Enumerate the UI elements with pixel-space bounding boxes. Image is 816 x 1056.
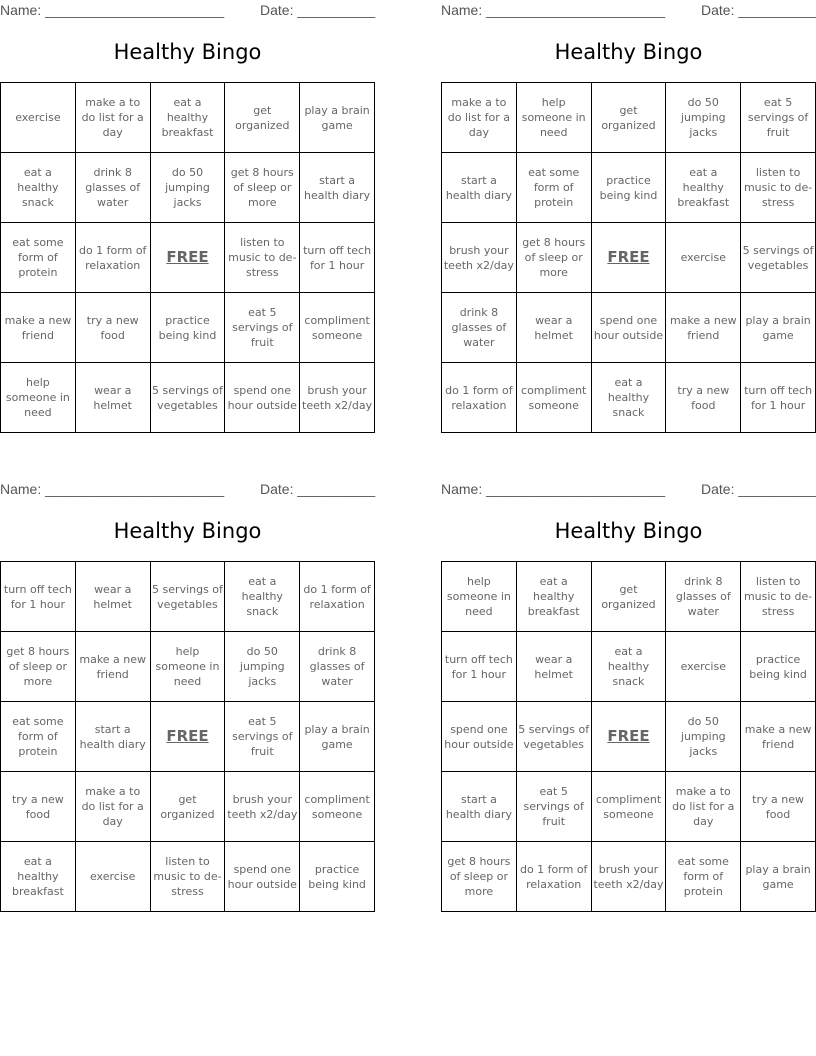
bingo-cell: eat a healthy breakfast xyxy=(666,153,741,223)
bingo-cell: eat a healthy snack xyxy=(592,632,667,702)
bingo-cell: wear a helmet xyxy=(517,293,592,363)
bingo-cell: make a to do list for a day xyxy=(442,83,517,153)
bingo-cell: eat some form of protein xyxy=(1,223,76,293)
bingo-cell: try a new food xyxy=(741,772,816,842)
card-header xyxy=(441,481,816,499)
bingo-cell: practice being kind xyxy=(151,293,226,363)
bingo-cell: brush your teeth x2/day xyxy=(300,363,375,433)
bingo-cell: help someone in need xyxy=(1,363,76,433)
bingo-cell: compliment someone xyxy=(592,772,667,842)
bingo-cell: help someone in need xyxy=(442,562,517,632)
bingo-cell: eat some form of protein xyxy=(1,702,76,772)
bingo-cell: do 1 form of relaxation xyxy=(300,562,375,632)
bingo-cell: brush your teeth x2/day xyxy=(225,772,300,842)
bingo-cell: make a new friend xyxy=(741,702,816,772)
bingo-cell: 5 servings of vegetables xyxy=(741,223,816,293)
bingo-cell: play a brain game xyxy=(300,83,375,153)
bingo-cell: listen to music to de-stress xyxy=(741,153,816,223)
bingo-cell: make a to do list for a day xyxy=(666,772,741,842)
free-space: FREE xyxy=(151,223,226,293)
bingo-cell: wear a helmet xyxy=(76,562,151,632)
bingo-cell: eat some form of protein xyxy=(517,153,592,223)
bingo-cell: turn off tech for 1 hour xyxy=(741,363,816,433)
bingo-cell: 5 servings of vegetables xyxy=(151,363,226,433)
bingo-cell: make a new friend xyxy=(76,632,151,702)
bingo-cell: eat 5 servings of fruit xyxy=(517,772,592,842)
bingo-cell: get 8 hours of sleep or more xyxy=(225,153,300,223)
name-field: Name: _______________________ xyxy=(0,481,225,497)
bingo-cell: practice being kind xyxy=(741,632,816,702)
bingo-cell: exercise xyxy=(76,842,151,912)
bingo-cell: eat a healthy snack xyxy=(225,562,300,632)
date-field: Date: __________ xyxy=(260,2,376,18)
bingo-cell: eat a healthy breakfast xyxy=(151,83,226,153)
bingo-cell: brush your teeth x2/day xyxy=(442,223,517,293)
bingo-cell: wear a helmet xyxy=(76,363,151,433)
bingo-cell: compliment someone xyxy=(517,363,592,433)
bingo-cell: start a health diary xyxy=(442,153,517,223)
bingo-cell: play a brain game xyxy=(741,293,816,363)
free-space: FREE xyxy=(592,702,667,772)
bingo-cell: eat a healthy breakfast xyxy=(517,562,592,632)
bingo-cell: try a new food xyxy=(666,363,741,433)
bingo-cell: try a new food xyxy=(76,293,151,363)
bingo-cell: wear a helmet xyxy=(517,632,592,702)
bingo-cell: get organized xyxy=(225,83,300,153)
bingo-cell: 5 servings of vegetables xyxy=(517,702,592,772)
bingo-cell: do 50 jumping jacks xyxy=(666,702,741,772)
bingo-cell: compliment someone xyxy=(300,772,375,842)
bingo-cell: exercise xyxy=(1,83,76,153)
bingo-cell: turn off tech for 1 hour xyxy=(1,562,76,632)
bingo-cell: eat a healthy snack xyxy=(592,363,667,433)
bingo-cell: help someone in need xyxy=(151,632,226,702)
bingo-cell: turn off tech for 1 hour xyxy=(442,632,517,702)
bingo-cell: exercise xyxy=(666,223,741,293)
bingo-cell: try a new food xyxy=(1,772,76,842)
bingo-grid xyxy=(0,82,375,433)
card-title: Healthy Bingo xyxy=(113,40,262,64)
card-header xyxy=(0,2,375,20)
bingo-cell: exercise xyxy=(666,632,741,702)
bingo-cell: eat 5 servings of fruit xyxy=(225,293,300,363)
free-space: FREE xyxy=(151,702,226,772)
name-field: Name: _______________________ xyxy=(0,2,225,18)
bingo-cell: 5 servings of vegetables xyxy=(151,562,226,632)
bingo-cell: compliment someone xyxy=(300,293,375,363)
name-field: Name: _______________________ xyxy=(441,2,666,18)
bingo-cell: help someone in need xyxy=(517,83,592,153)
bingo-cell: do 50 jumping jacks xyxy=(225,632,300,702)
bingo-cell: listen to music to de-stress xyxy=(225,223,300,293)
bingo-cell: make a to do list for a day xyxy=(76,772,151,842)
bingo-cell: make a new friend xyxy=(666,293,741,363)
card-title: Healthy Bingo xyxy=(554,40,703,64)
free-space: FREE xyxy=(592,223,667,293)
bingo-cell: drink 8 glasses of water xyxy=(666,562,741,632)
bingo-cell: play a brain game xyxy=(741,842,816,912)
bingo-cell: make a new friend xyxy=(1,293,76,363)
bingo-cell: spend one hour outside xyxy=(225,363,300,433)
bingo-grid xyxy=(441,561,816,912)
bingo-cell: get 8 hours of sleep or more xyxy=(442,842,517,912)
bingo-cell: start a health diary xyxy=(76,702,151,772)
card-header xyxy=(441,2,816,20)
bingo-cell: start a health diary xyxy=(300,153,375,223)
bingo-cell: do 50 jumping jacks xyxy=(151,153,226,223)
date-field: Date: __________ xyxy=(701,2,816,18)
bingo-grid xyxy=(0,561,375,912)
bingo-cell: get organized xyxy=(592,83,667,153)
bingo-cell: practice being kind xyxy=(300,842,375,912)
bingo-grid xyxy=(441,82,816,433)
card-title: Healthy Bingo xyxy=(554,519,703,543)
bingo-cell: do 1 form of relaxation xyxy=(76,223,151,293)
bingo-cell: make a to do list for a day xyxy=(76,83,151,153)
bingo-cell: get organized xyxy=(592,562,667,632)
bingo-cell: drink 8 glasses of water xyxy=(442,293,517,363)
bingo-cell: do 50 jumping jacks xyxy=(666,83,741,153)
bingo-cell: eat a healthy breakfast xyxy=(1,842,76,912)
bingo-cell: get 8 hours of sleep or more xyxy=(517,223,592,293)
card-title: Healthy Bingo xyxy=(113,519,262,543)
bingo-cell: listen to music to de-stress xyxy=(741,562,816,632)
card-header xyxy=(0,481,375,499)
bingo-cell: play a brain game xyxy=(300,702,375,772)
bingo-cell: drink 8 glasses of water xyxy=(76,153,151,223)
bingo-cell: eat 5 servings of fruit xyxy=(741,83,816,153)
date-field: Date: __________ xyxy=(260,481,376,497)
bingo-cell: start a health diary xyxy=(442,772,517,842)
bingo-cell: get 8 hours of sleep or more xyxy=(1,632,76,702)
bingo-cell: eat some form of protein xyxy=(666,842,741,912)
bingo-cell: drink 8 glasses of water xyxy=(300,632,375,702)
bingo-cell: eat 5 servings of fruit xyxy=(225,702,300,772)
bingo-cell: spend one hour outside xyxy=(442,702,517,772)
bingo-cell: spend one hour outside xyxy=(225,842,300,912)
name-field: Name: _______________________ xyxy=(441,481,666,497)
bingo-cell: get organized xyxy=(151,772,226,842)
bingo-cell: spend one hour outside xyxy=(592,293,667,363)
bingo-cell: do 1 form of relaxation xyxy=(442,363,517,433)
date-field: Date: __________ xyxy=(701,481,816,497)
bingo-cell: eat a healthy snack xyxy=(1,153,76,223)
bingo-cell: practice being kind xyxy=(592,153,667,223)
bingo-cell: do 1 form of relaxation xyxy=(517,842,592,912)
bingo-cell: brush your teeth x2/day xyxy=(592,842,667,912)
bingo-cell: listen to music to de-stress xyxy=(151,842,226,912)
bingo-cell: turn off tech for 1 hour xyxy=(300,223,375,293)
